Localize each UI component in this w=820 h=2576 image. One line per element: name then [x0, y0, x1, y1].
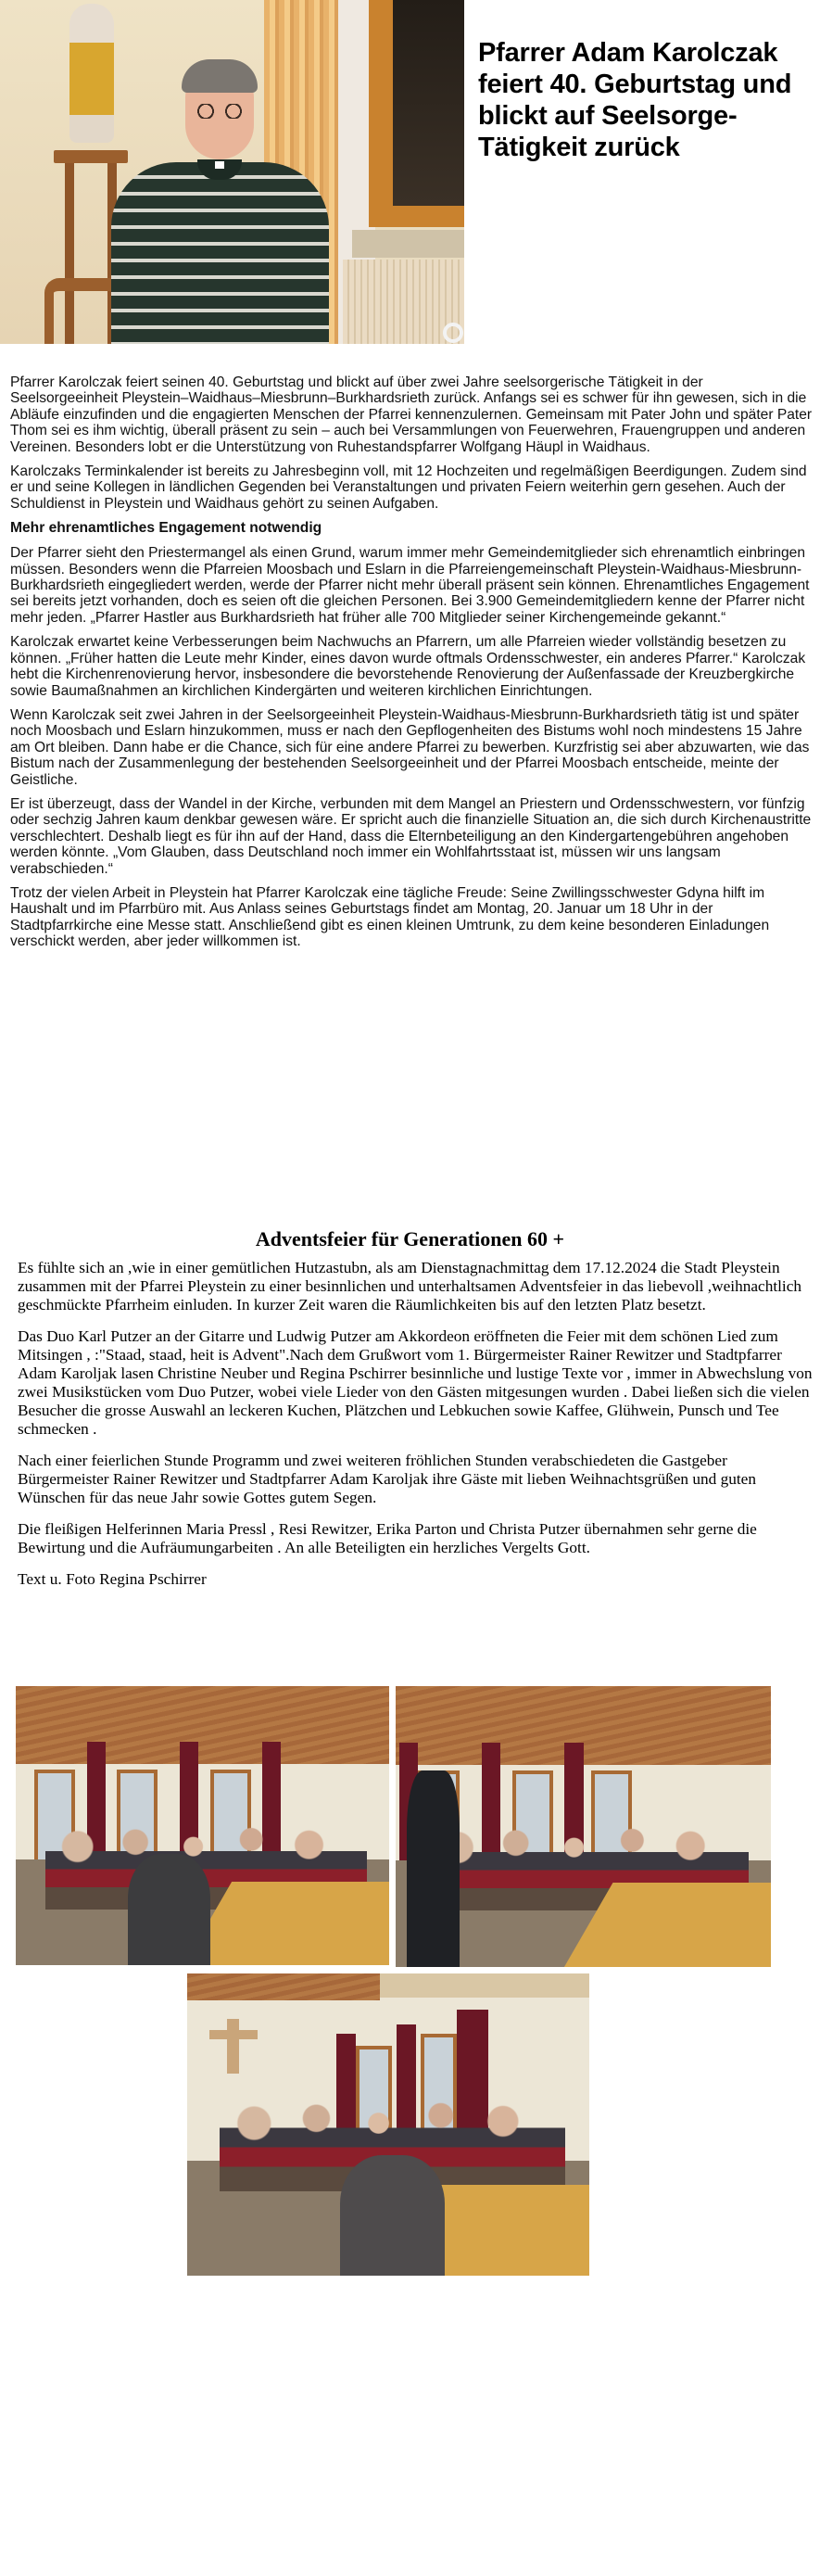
photo-window-glass	[393, 0, 464, 206]
photo-ceiling	[16, 1686, 389, 1764]
photo-window-sill	[352, 230, 464, 258]
event-photo-3	[187, 1973, 589, 2276]
hero-photo-pfarrer	[0, 0, 464, 344]
watermark-icon	[443, 323, 463, 343]
photo-ceiling	[396, 1686, 771, 1765]
crucifix-icon	[227, 2019, 239, 2074]
event-article-title: Adventsfeier für Generationen 60 +	[255, 1227, 565, 1250]
photo-person-sweater	[111, 162, 329, 344]
paragraph: Karolczak erwartet keine Verbesserungen beim Nachwuchs an Pfarrern, um alle Pfarreien wieder vollständig besetzen zu können. „Früher hatten die Leute mehr Kinder, eines davon wurde oftmals Ordensschwester, ein anderes Pfarrer.“ Karolczak hebt die Kirchenrenovierung hervor, insbesondere die bevorstehende Renovierung der Außenfassade der Kreuzbergkirche sowie Baumaßnahmen an kirchlichen Kindergärten und weiteren kirchlichen Einrichtungen.	[10, 634, 806, 699]
article-title: Pfarrer Adam Karolczak feiert 40. Geburtstag und blickt auf Seelsorge-Tätigkeit zurück	[478, 38, 792, 162]
photo-credit: Text u. Foto Regina Pschirrer	[18, 1570, 207, 1588]
photo-person-hair	[182, 59, 258, 93]
article-body	[10, 374, 813, 958]
paragraph: Trotz der vielen Arbeit in Pleystein hat Pfarrer Karolczak eine tägliche Freude: Seine Zwillingsschwester Gdyna hilft im Haushalt und im Pfarrbüro mit. Aus Anlass seines Geburtstags findet am Montag, 20. Januar um 18 Uhr in der Stadtpfarrkirche eine Messe statt. Anschließend gibt es einen kleinen Umtrunk, zu dem keine besonderen Einladungen verschickt werden, aber jeder willkommen ist.	[10, 884, 770, 950]
photo-ceiling	[187, 1973, 380, 2000]
section-heading: Mehr ehrenamtliches Engagement notwendig	[10, 520, 322, 537]
photo-pedestal	[54, 150, 128, 163]
photo-speaker	[407, 1770, 460, 1967]
photo-statue	[69, 4, 114, 143]
paragraph: Wenn Karolczak seit zwei Jahren in der Seelsorgeeinheit Pleystein-Waidhaus-Miesbrunn-Burkhardsrieth tätig ist und später noch Moosbach und Eslarn hinzukommen, muss er nach den Gepflogenheiten des Bistums wohl noch mindestens 15 Jahre am Ort bleiben. Dann habe er die Chance, sich für eine andere Pfarrei zu bewerben. Kurzfristig sei aber abzuwarten, wie das Bistum nach der Zusammenlegung der bestehenden Seelsorgeeinheit und der Pfarrei Moosbach entscheide, meinte der Geistliche.	[10, 706, 810, 788]
paragraph: Pfarrer Karolczak feiert seinen 40. Geburtstag und blickt auf über zwei Jahre seelsorgerische Tätigkeit in der Seelsorgeeinheit Pleystein–Waidhaus–Miesbrunn–Burkhardsrieth zurück. Anfangs sei es schwer für ihn gewesen, sich in die Abläufe einzufinden und die engagierten Menschen der Pfarrei kennenzulernen. Gemeinsam mit Pater John und später Pater Thom sei es ihm wichtig, überall präsent zu sein – auch bei Versammlungen von Feuerwehren, Frauengruppen und anderen Vereinen. Besonders lobt er die Unterstützung von Ruhestandspfarrer Wolfgang Häupl in Waidhaus.	[10, 374, 813, 455]
photo-guest-foreground	[340, 2155, 445, 2276]
photo-chair-arm-left	[44, 278, 119, 344]
paragraph: Karolczaks Terminkalender ist bereits zu Jahresbeginn voll, mit 12 Hochzeiten und regelmäßigen Beerdigungen. Zudem sind er und seine Kollegen in ländlichen Gegenden bei Veranstaltungen und privaten Feiern weiterhin gern gesehen. Auch der Schuldienst in Pleystein und Waidhaus gehört zu seinen Aufgaben.	[10, 463, 807, 512]
paragraph: Er ist überzeugt, dass der Wandel in der Kirche, verbunden mit dem Mangel an Priestern und Ordensschwestern, vor fünfzig oder sechzig Jahren kaum denkbar gewesen wäre. Er spricht auch die finanzielle Situation an, die sich durch Kirchenaustritte verschlechtert. Deshalb liegt es für ihn auf der Hand, dass die Elternbeteiligung an den Kindergartengebühren angehoben werden könnte. „Vom Glauben, dass Deutschland noch immer ein Wohlfahrtsstaat ist, müssen wir uns langsam verabschieden.“	[10, 795, 812, 877]
paragraph: Es fühlte sich an ,wie in einer gemütlichen Hutzastubn, als am Dienstagnachmittag dem 17.12.2024 die Stadt Pleystein zusammen mit der Pfarrei Pleystein zu einer besinnlichen und unterhaltsamen Adventsfeier in das liebevoll ,weihnachtlich geschmückte Pfarrheim einluden. In kurzer Zeit waren die Räumlichkeiten bis auf den letzten Platz besetzt.	[18, 1259, 802, 1313]
paragraph: Das Duo Karl Putzer an der Gitarre und Ludwig Putzer am Akkordeon eröffneten die Feier mit dem schönen Lied zum Mitsingen , :"Staad, staad, heit is Advent".Nach dem Grußwort vom 1. Bürgermeister Rainer Rewitzer und Stadtpfarrer Adam Karoljak lasen Christine Neuber und Regina Pschirrer besinnliche und lustige Texte vor , immer in Abwechslung von zwei Musikstücken vom Duo Putzer, wobei viele Lieder von den Gästen mitgesungen wurden . Dabei ließen sich die vielen Besucher die grosse Auswahl an leckeren Kuchen, Plätzchen und Lebkuchen sowie Kaffee, Glühwein, Punsch und Tee schmecken .	[18, 1327, 813, 1438]
event-photo-1	[16, 1686, 389, 1965]
paragraph: Nach einer feierlichen Stunde Programm und zwei weiteren fröhlichen Stunden verabschiedeten die Gastgeber Bürgermeister Rainer Rewitzer und Stadtpfarrer Adam Karoljak ihre Gäste mit lieben Weihnachtsgrüßen und guten Wünschen für das neue Jahr sowie Gottes gutem Segen.	[18, 1452, 756, 1506]
photo-chair	[128, 1854, 210, 1965]
paragraph: Die fleißigen Helferinnen Maria Pressl , Resi Rewitzer, Erika Parton und Christa Putzer übernahmen sehr gerne die Bewirtung und die Aufräumungarbeiten . An alle Beteiligten ein herzliches Vergelts Gott.	[18, 1520, 757, 1556]
event-photo-2	[396, 1686, 771, 1967]
paragraph: Der Pfarrer sieht den Priestermangel als einen Grund, warum immer mehr Gemeindemitglieder sich ehrenamtlich einbringen müssen. Besonders wenn die Pfarreien Moosbach und Eslarn in die Pfarreiengemeinschaft Pleystein-Waidhaus-Miesbrunn-Burkhardsrieth eingegliedert werden, werde der Pfarrer nicht mehr überall präsent sein können. Ehrenamtliches Engagement sei bereits jetzt vorhanden, doch es seien oft die gleichen Personen. Bei 3.900 Gemeindemitgliedern kenne der Pfarrer nicht mehr jeden. „Pfarrer Hastler aus Burkhardsrieth hat früher alle 700 Mitglieder seiner Kirchengemeinde gekannt.“	[10, 545, 810, 626]
photo-person-glasses	[194, 104, 246, 119]
event-article-body	[18, 1259, 814, 1602]
